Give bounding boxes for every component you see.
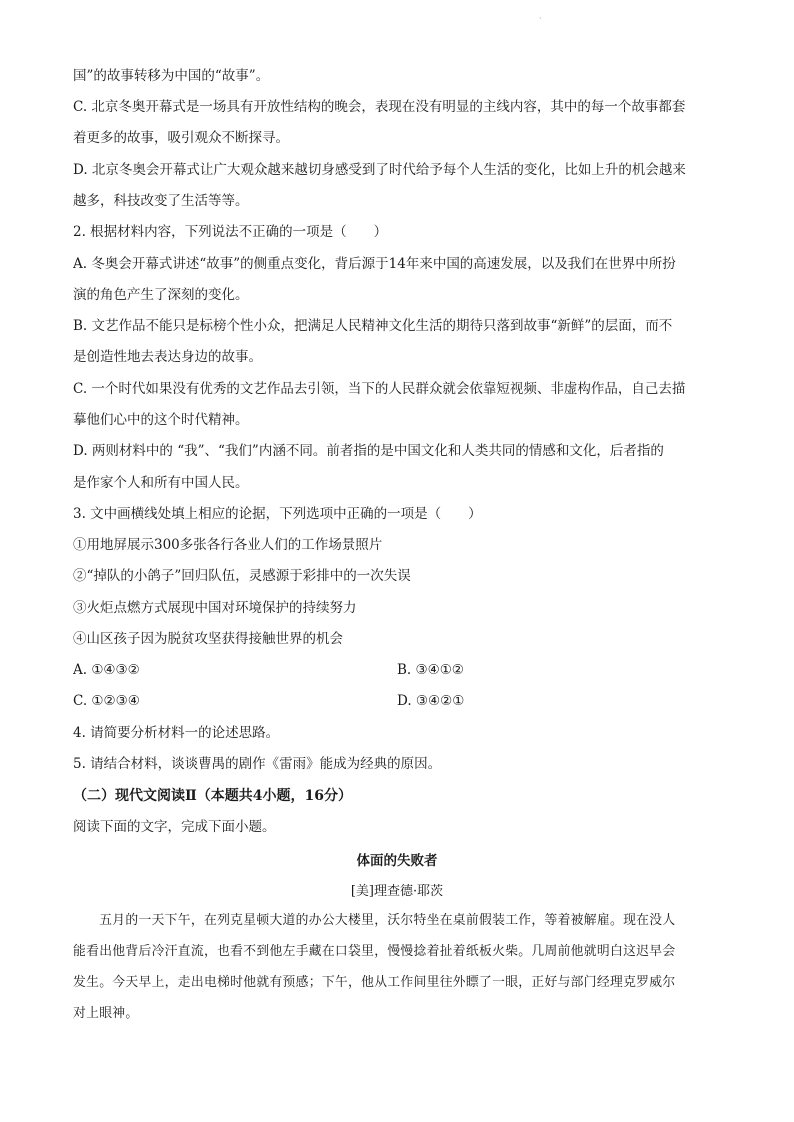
section-heading: （二）现代文阅读Ⅱ（本题共4小题，16分） bbox=[73, 788, 353, 804]
story-paragraph-line-3: 发生。今天早上，走出电梯时他就有预感；下午，他从工作间里往外瞟了一眼，正好与部门经理克罗威尔 bbox=[73, 975, 676, 990]
header-mark: · bbox=[539, 14, 542, 23]
q3-option-c: C. ①②③④ bbox=[73, 693, 140, 709]
q3-option-d: D. ③④②① bbox=[397, 693, 465, 709]
q3-item-3: ③火炬点燃方式展现中国对环境保护的持续努力 bbox=[73, 600, 357, 616]
question-3: 3. 文中画横线处填上相应的论据，下列选项中正确的一项是（ ） bbox=[73, 506, 482, 522]
reading-instruction: 阅读下面的文字，完成下面小题。 bbox=[73, 819, 276, 835]
q2-option-d: D. 两则材料中的 “我”、“我们”内涵不同。前者指的是中国文化和人类共同的情感和文化，后者指的 bbox=[73, 443, 664, 459]
q2-option-b: B. 文艺作品不能只是标榜个性小众，把满足人民精神文化生活的期待只落到故事“新鲜”的层面，而不 bbox=[73, 318, 673, 334]
q3-item-1: ①用地屏展示300多张各行各业人们的工作场景照片 bbox=[73, 537, 383, 553]
q3-option-a: A. ①④③② bbox=[73, 662, 140, 678]
question-4: 4. 请简要分析材料一的论述思路。 bbox=[73, 725, 280, 741]
q2-option-a: A. 冬奥会开幕式讲述“故事”的侧重点变化，背后源于14年来中国的高速发展，以及我们在世界中所扮 bbox=[73, 256, 676, 272]
q3-option-b: B. ③④①② bbox=[397, 662, 464, 678]
q3-item-2: ②“掉队的小鸽子”回归队伍，灵感源于彩排中的一次失误 bbox=[73, 568, 411, 584]
story-paragraph-line-4: 对上眼神。 bbox=[73, 1006, 139, 1021]
q1-option-d: D. 北京冬奥会开幕式让广大观众越来越切身感受到了时代给予每个人生活的变化，比如上升的机会越来 bbox=[73, 162, 686, 178]
question-2: 2. 根据材料内容，下列说法不正确的一项是（ ） bbox=[73, 224, 388, 240]
q1-option-c-continuation: 着更多的故事，吸引观众不断探寻。 bbox=[73, 130, 289, 146]
story-paragraph-line-1: 五月的一天下午，在列克星顿大道的办公大楼里，沃尔特坐在桌前假装工作，等着被解雇。现在没人 bbox=[73, 913, 676, 928]
q2-option-c: C. 一个时代如果没有优秀的文艺作品去引领，当下的人民群众就会依靠短视频、非虚构作品，自己去描 bbox=[73, 381, 686, 397]
story-paragraph-line-2: 能看出他背后冷汗直流，也看不到他左手藏在口袋里，慢慢捻着扯着纸板火柴。几周前他就明白这迟早会 bbox=[73, 944, 676, 959]
story-title: 体面的失败者 bbox=[356, 853, 438, 869]
q2-option-a-continuation: 演的角色产生了深刻的变化。 bbox=[73, 287, 249, 303]
q1-option-d-continuation: 越多，科技改变了生活等等。 bbox=[73, 193, 249, 209]
q2-option-d-continuation: 是作家个人和所有中国人民。 bbox=[73, 475, 249, 491]
q2-option-b-continuation: 是创造性地去表达身边的故事。 bbox=[73, 349, 262, 365]
q3-item-4: ④山区孩子因为脱贫攻坚获得接触世界的机会 bbox=[73, 631, 343, 647]
story-author: [美]理查德·耶茨 bbox=[350, 884, 444, 899]
q2-option-c-continuation: 摹他们心中的这个时代精神。 bbox=[73, 412, 249, 428]
q1-option-c: C. 北京冬奥开幕式是一场具有开放性结构的晚会，表现在没有明显的主线内容，其中的每一个故事都套 bbox=[73, 99, 686, 115]
question-5: 5. 请结合材料，谈谈曹禺的剧作《雷雨》能成为经典的原因。 bbox=[73, 756, 442, 772]
q1-option-b-continuation: 国”的故事转移为中国的“故事”。 bbox=[73, 68, 270, 84]
